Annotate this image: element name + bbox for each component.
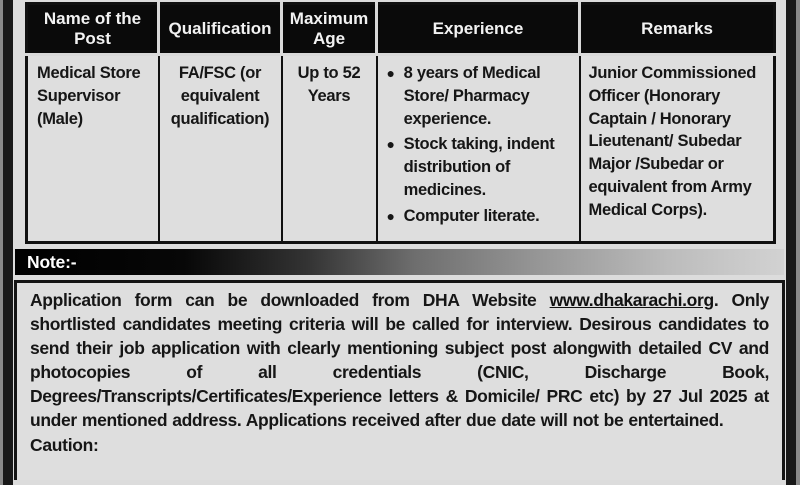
- cell-post-name: Medical Store Supervisor (Male): [37, 64, 141, 128]
- bullet-icon: ●: [386, 136, 395, 153]
- note-paragraph: [30, 288, 769, 432]
- table-row: [27, 55, 775, 243]
- note-box: [14, 280, 785, 480]
- cell-remarks: Junior Commissioned Officer (Honorary Captain / Honorary Lieutenant/ Subedar Major /Subedar or equivalent from Army Medical Corps).: [580, 55, 775, 243]
- note-label: Note:-: [27, 252, 77, 272]
- ad-content: [13, 0, 786, 480]
- header-qualification: Qualification: [159, 4, 282, 55]
- experience-item-text: Computer literate.: [403, 206, 540, 225]
- header-maximum-age: Maximum Age: [282, 4, 377, 55]
- experience-item-text: Stock taking, indent distribution of medicines.: [403, 135, 555, 199]
- cell-qualification: FA/FSC (or equivalent qualification): [159, 55, 282, 243]
- note-header-bar: [15, 249, 784, 275]
- header-name-of-post: Name of the Post: [27, 4, 159, 55]
- bullet-icon: ●: [386, 65, 395, 81]
- ad-page-frame: [3, 0, 796, 485]
- note-text-middle: . Only shortlisted candidates meeting criteria will be called for interview. Desirous candidates to send their job application with clearly mentioning subject post alongwith detailed CV and photocopies of all credentials (CNIC, Discharge Book, Degrees/Transcripts/Certificates/Experience letters & Domicile/ PRC etc) by: [30, 290, 769, 406]
- cell-maximum-age: Up to 52 Years: [282, 55, 377, 243]
- list-item: [387, 62, 574, 130]
- list-item: [387, 205, 574, 228]
- experience-list: [387, 62, 574, 228]
- bullet-icon: ●: [386, 207, 395, 224]
- due-date-text: 27 Jul 2025: [652, 386, 748, 406]
- list-item: [387, 133, 574, 201]
- experience-item-text: 8 years of Medical Store/ Pharmacy experience.: [403, 64, 541, 128]
- cell-experience: [377, 55, 580, 243]
- note-text-before-link: Application form can be downloaded from DHA Website: [30, 290, 550, 310]
- table-header-row: [27, 4, 775, 55]
- job-posts-table: [25, 2, 776, 244]
- note-text-after: at under mentioned address. Applications received after due date will not be entertained.: [30, 386, 769, 430]
- website-link: www.dhakarachi.org: [549, 290, 714, 310]
- caution-label: Caution:: [30, 435, 99, 455]
- header-experience: Experience: [377, 4, 580, 55]
- header-remarks: Remarks: [580, 4, 775, 55]
